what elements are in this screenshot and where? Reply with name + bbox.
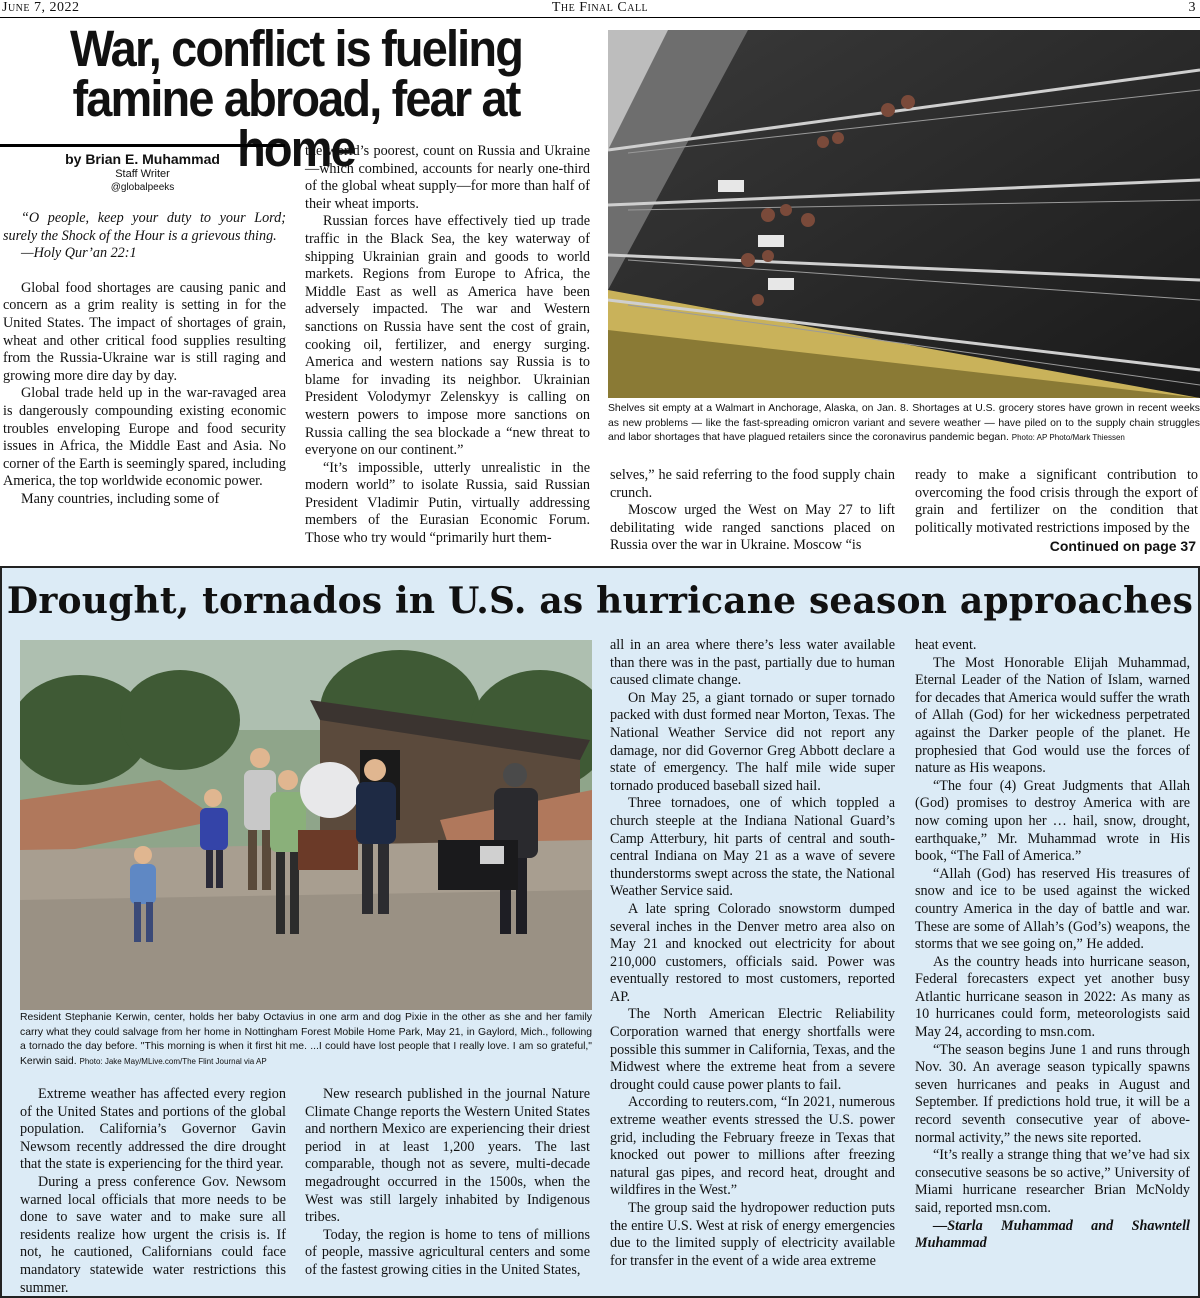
story2-column-2 <box>305 1086 590 1280</box>
caption-text: Shelves sit empty at a Walmart in Anchorage, Alaska, on Jan. 8. Shortages at U.S. grocery stores have grown in recent weeks as new problems — like the fast-spreading omicron variant and severe weather — have piled on to the supply chain struggles and labor shortages that have plagued retailers since the coronavirus pandemic began. <box>608 403 1200 443</box>
paragraph-continued: heat event. <box>915 637 977 653</box>
paragraph: The Most Honorable Elijah Muhammad, Eternal Leader of the Nation of Islam, warned for decades that America would suffer the wrath of Allah (God) for her wickedness perpetrated against the Darker people of the planet. He prophesied that God would use the forces of nature as His weapons. <box>915 654 1190 777</box>
story2-headline: Drought, tornados in U.S. as hurricane season approaches <box>6 580 1194 622</box>
paragraph-continued: selves,” he said referring to the food supply chain crunch. <box>610 467 895 501</box>
epigraph-quote: “O people, keep your duty to your Lord; surely the Shock of the Hour is a grievous thing. <box>3 210 286 244</box>
story2-column-4 <box>915 637 1190 1253</box>
author-handle: @globalpeeks <box>110 182 175 193</box>
photo-credit: Photo: Jake May/MLive.com/The Flint Journal via AP <box>79 1056 267 1066</box>
paragraph: Moscow urged the West on May 27 to lift debilitating wide ranged sanctions placed on Russia over the war in Ukraine. Moscow “is <box>610 502 895 554</box>
paragraph: New research published in the journal Nature Climate Change reports the Western United States and northern Mexico are experiencing their driest period in at least 1,200 years. The last comparable, though not as severe, multi-decade megadrought occurred in the 1500s, when the West was still largely inhabited by Indigenous tribes. <box>305 1086 590 1226</box>
paragraph: “The four (4) Great Judgments that Allah (God) promises to destroy America with are now coming upon her … hail, snow, drought, earthquake,” Mr. Muhammad wrote in His book, “The Fall of America.” <box>915 777 1190 865</box>
tornado-aftermath-photo <box>20 640 592 1010</box>
author-name: by Brian E. Muhammad <box>65 151 220 167</box>
continued-on-link[interactable]: Continued on page 37 <box>1049 538 1196 554</box>
paragraph: “The season begins June 1 and runs through Nov. 30. An average season typically spawns seven hurricanes and peaks in August and September. If predictions hold true, it will be a record seventh consecutive year of above-normal activity,” the news site reported. <box>915 1041 1190 1146</box>
headline-line-1: War, conflict is fueling <box>69 20 523 77</box>
paragraph: Many countries, including some of <box>21 490 220 507</box>
story1-column-2 <box>305 143 590 548</box>
paragraph: Today, the region is home to tens of millions of people, massive agricultural centers and some of the fastest growing cities in the United States, <box>305 1226 590 1278</box>
story2-signature: —Starla Muhammad and Shawntell Muhammad <box>915 1217 1190 1252</box>
story2-column-3 <box>610 637 895 1270</box>
paragraph: The group said the hydropower reduction puts the entire U.S. West at risk of energy emergencies due to the limited supply of electricity available for transfer in the event of a wide area extreme <box>610 1200 895 1269</box>
paragraph: A late spring Colorado snowstorm dumped several inches in the Denver metro area also on May 21 and knocked out electricity for about 210,000 customers, officials said. Power was eventually restored to most customers, reported AP. <box>610 900 895 1005</box>
page-header <box>0 0 1200 18</box>
paragraph: Global food shortages are causing panic and concern as a grim reality is setting in for the United States. The impact of shortages of grain, wheat and other critical food supplies resulting from the Russia-Ukraine war is still raging and growing more dire day by day. <box>3 279 286 384</box>
paragraph: Global trade held up in the war-ravaged area is dangerously compounding existing economic troubles enveloping Europe and food security issues in Africa, the Middle East and Asia. No corner of the Earth is seemingly spared, including America, the top worldwide economic power. <box>3 385 286 490</box>
paragraph: Russian forces have effectively tied up trade traffic in the Black Sea, the key waterway of shipping Ukrainian grain and goods to world markets. Regions from Europe to Africa, the Middle East as well as America have been adversely impacted. The war and Western sanctions on Russia have sent the cost of grain, cooking oil, fertilizer, and energy surging. America and western nations say Russia is to blame for invading its neighbor. Ukrainian President Volodymyr Zelenskyy is calling on western powers to impose more sanctions on Russia calling the sea blockade a “new threat to everyone on our continent.” <box>305 213 590 459</box>
grocery-shelves-photo <box>608 30 1200 398</box>
photo-credit: Photo: AP Photo/Mark Thiessen <box>1011 433 1125 442</box>
tornado-scene-illustration <box>20 640 592 1010</box>
issue-date: June 7, 2022 <box>2 0 80 15</box>
paragraph: Extreme weather has affected every region of the United States and portions of the global population. California’s Governor Gavin Newsom recently addressed the dire drought that the state is experiencing for the third year. <box>20 1086 286 1173</box>
story1-column-1 <box>3 210 286 509</box>
paragraph-continued: ready to make a significant contribution to overcoming the food crisis through the export of grain and fertilizer on the condition that politically motivated restrictions imposed by the <box>915 467 1198 536</box>
story2-column-1 <box>20 1086 286 1297</box>
paragraph: The North American Electric Reliability Corporation warned that energy shortfalls were possible this summer in California, Texas, and the Midwest where the extreme heat from a severe drought could cause power plants to fail. <box>610 1006 895 1093</box>
story2-photo-caption <box>20 1011 592 1069</box>
byline <box>0 144 285 194</box>
paragraph: During a press conference Gov. Newsom warned local officials that more needs to be done to save water and to make sure all residents realize how urgent the crisis is. If not, he cautioned, Californians could face mandatory statewide water restrictions this summer. <box>20 1173 286 1296</box>
headline-line-2: famine abroad, fear at home <box>72 70 520 177</box>
paragraph: “It’s impossible, utterly unrealistic in the modern world” to isolate Russia, said Russian President Vladimir Putin, virtually addressing members of the Eurasian Economic Forum. Those who try would “primarily hurt them- <box>305 459 590 547</box>
empty-shelves-illustration <box>608 30 1200 398</box>
paragraph: Three tornadoes, one of which toppled a church steeple at the Indiana National Guard’s Camp Atterbury, hit parts of central and south-central Indiana on May 21 as a wave of severe thunderstorms swept across the state, the National Weather Service said. <box>610 795 895 900</box>
paragraph: “It’s really a strange thing that we’ve had six consecutive seasons be so active,” University of Miami hurricane researcher Brian McNoldy said, reported msn.com. <box>915 1147 1190 1216</box>
paragraph: According to reuters.com, “In 2021, numerous extreme weather events stressed the U.S. power grid, including the February freeze in Texas that knocked out power to millions after freezing natural gas pipes, and record heat, drought and wildfires in the West.” <box>610 1094 895 1199</box>
story1-photo-caption <box>608 402 1200 446</box>
paragraph-continued: all in an area where there’s less water available than there was in the past, partially due to human caused climate change. <box>610 637 895 689</box>
page-number: 3 <box>1188 0 1196 15</box>
paragraph: As the country heads into hurricane season, Federal forecasters expect yet another busy Atlantic hurricane season in 2022: As many as 10 hurricanes could form, meteorologists said May 24, according to msn.com. <box>915 953 1190 1041</box>
paragraph: “Allah (God) has reserved His treasures of snow and ice to be used against the wicked country America in the day of battle and war. These are some of Allah’s (God’s) weapons, the storms that we see going on,” He added. <box>915 865 1190 953</box>
newspaper-name: The Final Call <box>551 0 649 15</box>
story1-column-4 <box>915 467 1198 537</box>
caption-text: Resident Stephanie Kerwin, center, holds her baby Octavius in one arm and dog Pixie in the other as she and her family carry what they could salvage from her home in Nottingham Forest Mobile Home Park, May 21, in Gaylord, Mich., following a tornado the day before. "This morning is when it first hit me. ...I could have lost people that I really love. I am so grateful," Kerwin said. <box>20 1012 592 1067</box>
author-role: Staff Writer <box>115 168 170 180</box>
paragraph-continued: the world’s poorest, count on Russia and Ukraine—which combined, accounts for nearly one-third of the global wheat supply—for more than half of their wheat imports. <box>305 143 590 212</box>
paragraph: On May 25, a giant tornado or super tornado packed with dust formed near Morton, Texas. The National Weather Service did not report any damage, nor did Governor Greg Abbott declare a state of emergency. The half mile wide super tornado produced baseball sized hail. <box>610 689 895 794</box>
story1-column-3 <box>610 467 895 555</box>
epigraph-source: —Holy Qur’an 22:1 <box>21 245 137 262</box>
